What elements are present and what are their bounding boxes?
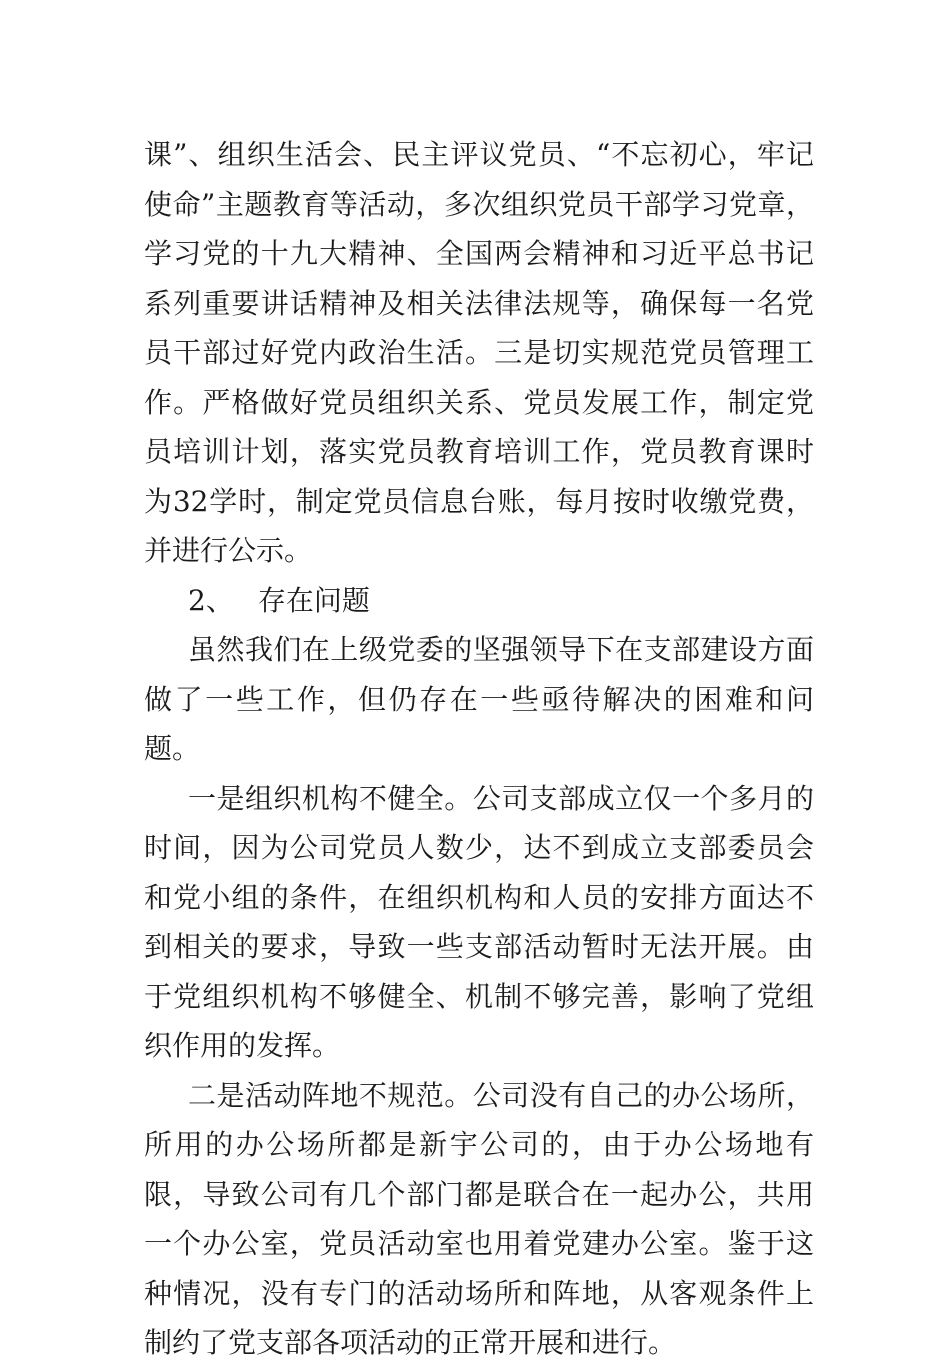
section-heading bbox=[144, 576, 814, 626]
section-heading-number: 2、 bbox=[188, 583, 234, 617]
paragraph-continued: 课”、组织生活会、民主评议党员、“不忘初心，牢记使命”主题教育等活动，多次组织党员干部学习党章，学习党的十九大精神、全国两会精神和习近平总书记系列重要讲话精神及相关法律法规等，确保每一名党员干部过好党内政治生活。三是切实规范党员管理工作。严格做好党员组织关系、党员发展工作，制定党员培训计划，落实党员教育培训工作，党员教育课时为32学时，制定党员信息台账，每月按时收缴党费，并进行公示。 bbox=[144, 138, 814, 567]
paragraph-problem-two: 二是活动阵地不规范。公司没有自己的办公场所，所用的办公场所都是新宇公司的，由于办公场地有限，导致公司有几个部门都是联合在一起办公，共用一个办公室，党员活动室也用着党建办公室。鉴于这种情况，没有专门的活动场所和阵地，从客观条件上制约了党支部各项活动的正常开展和进行。 bbox=[144, 1078, 814, 1359]
document-body bbox=[144, 130, 814, 1368]
paragraph-intro: 虽然我们在上级党委的坚强领导下在支部建设方面做了一些工作，但仍存在一些亟待解决的困难和问题。 bbox=[144, 633, 814, 765]
section-heading-title: 存在问题 bbox=[257, 583, 370, 617]
paragraph-problem-one: 一是组织机构不健全。公司支部成立仅一个多月的时间，因为公司党员人数少，达不到成立支部委员会和党小组的条件，在组织机构和人员的安排方面达不到相关的要求，导致一些支部活动暂时无法开展。由于党组织机构不够健全、机制不够完善，影响了党组织作用的发挥。 bbox=[144, 781, 814, 1062]
